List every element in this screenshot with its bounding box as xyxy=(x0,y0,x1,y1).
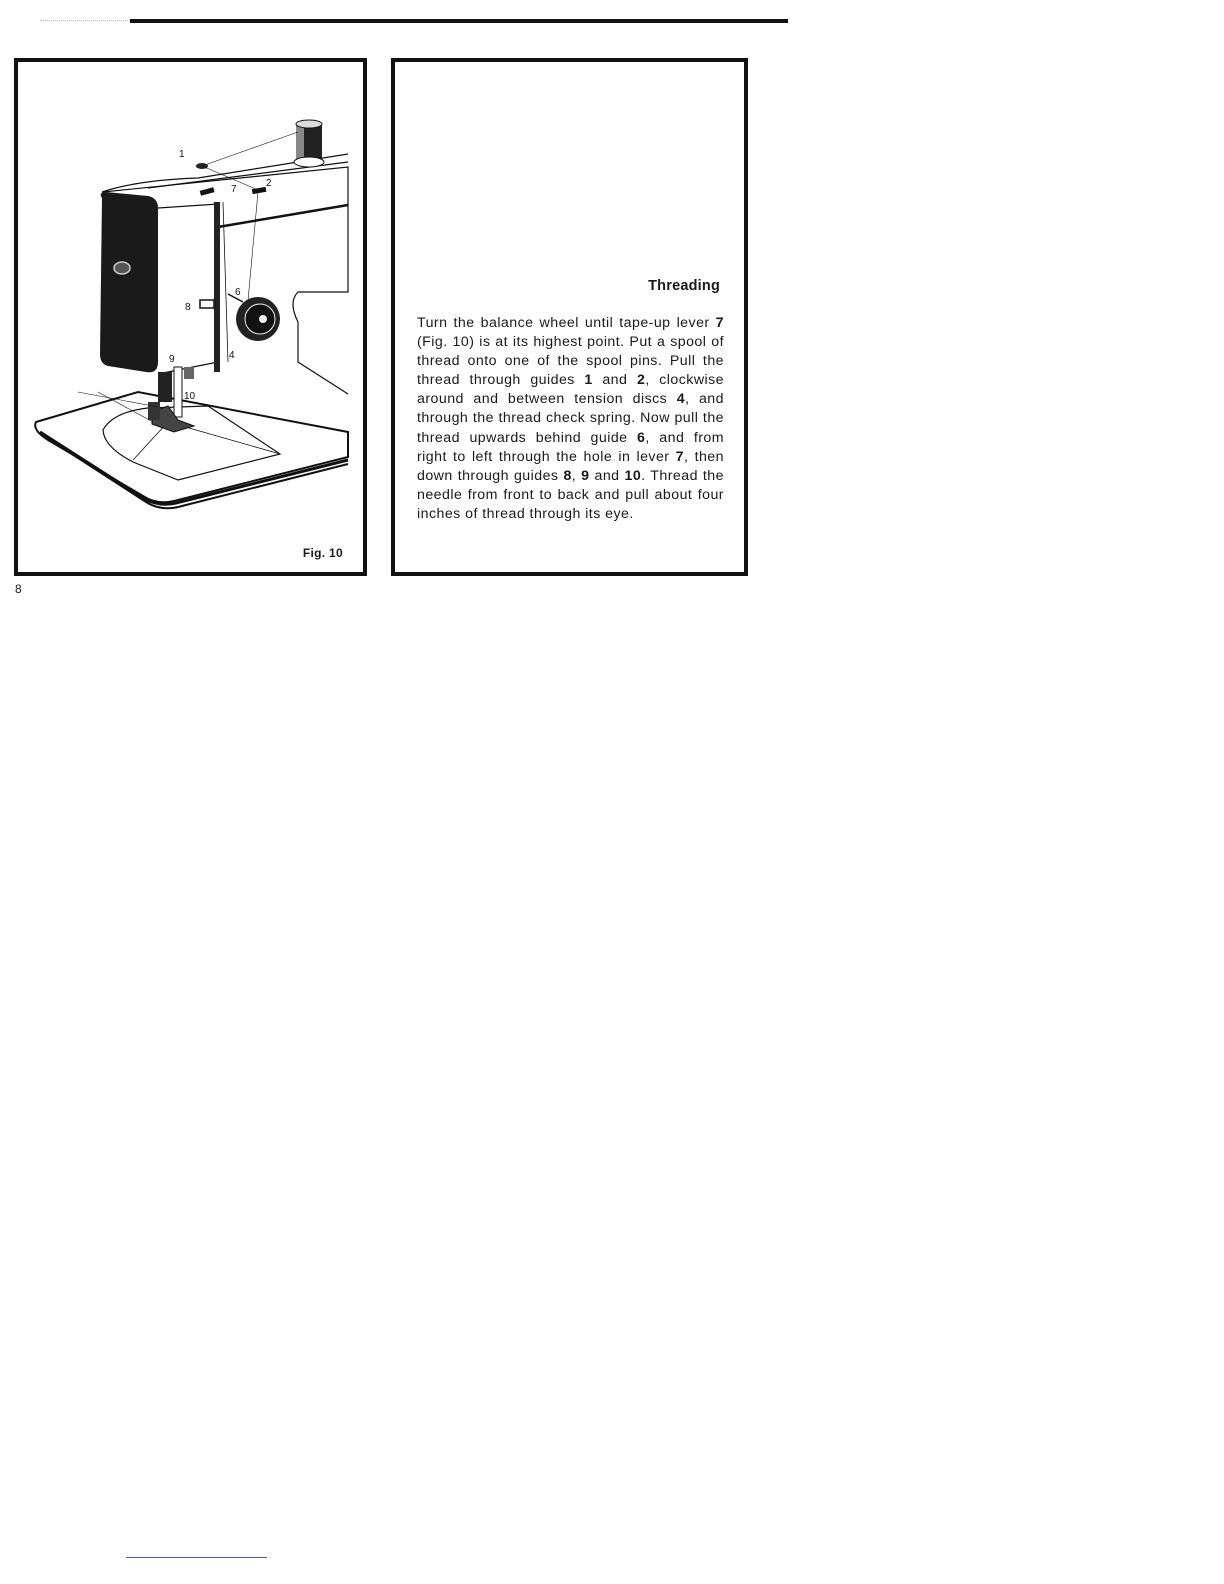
callout-4: 4 xyxy=(229,350,235,361)
top-rule xyxy=(130,19,788,23)
body-bold-ref: 8 xyxy=(563,467,572,484)
figure-caption: Fig. 10 xyxy=(302,546,343,560)
figure-panel xyxy=(14,58,367,576)
top-rule-faint xyxy=(40,20,130,22)
body-text-run: and xyxy=(589,467,625,484)
body-text-run: (Fig. 10) is at its highest point. Put a spool of thread onto one of the spool pins. Pull the thread through guides xyxy=(417,334,724,389)
body-bold-ref: 6 xyxy=(637,429,646,446)
body-text-run: Turn the balance wheel until tape-up lever xyxy=(417,315,716,331)
page-number: 8 xyxy=(15,582,22,596)
body-text-run: , and through the thread check spring. Now pull the thread upwards behind guide xyxy=(417,391,724,446)
body-text-run: , xyxy=(571,467,582,484)
body-bold-ref: 2 xyxy=(636,372,646,389)
callout-8: 8 xyxy=(185,302,191,313)
callout-6: 6 xyxy=(235,287,241,298)
text-panel xyxy=(391,58,748,576)
section-title: Threading xyxy=(648,278,720,294)
callout-9: 9 xyxy=(169,354,175,365)
body-text-run: . Thread the needle from front to back and pull about four inches of thread through its eye. xyxy=(417,467,724,522)
callout-2: 2 xyxy=(266,178,272,189)
callout-10: 10 xyxy=(184,391,196,402)
callout-1: 1 xyxy=(179,149,185,160)
bottom-link-underline xyxy=(126,1557,267,1558)
body-bold-ref: 4 xyxy=(676,391,686,408)
body-bold-ref: 1 xyxy=(584,372,593,389)
sewing-machine-illustration xyxy=(18,62,363,572)
body-text-run: , and from right to left through the hole in lever xyxy=(417,429,724,465)
body-bold-ref: 9 xyxy=(581,467,590,484)
body-text-run: , then down through guides xyxy=(417,448,724,484)
body-text-run: , clockwise around and between tension discs xyxy=(417,372,724,408)
callout-7: 7 xyxy=(231,184,237,195)
body-paragraph xyxy=(417,314,724,524)
body-bold-ref: 10 xyxy=(624,467,642,484)
body-bold-ref: 7 xyxy=(675,448,684,465)
body-bold-ref: 7 xyxy=(715,315,724,331)
body-text-run: and xyxy=(592,372,637,389)
